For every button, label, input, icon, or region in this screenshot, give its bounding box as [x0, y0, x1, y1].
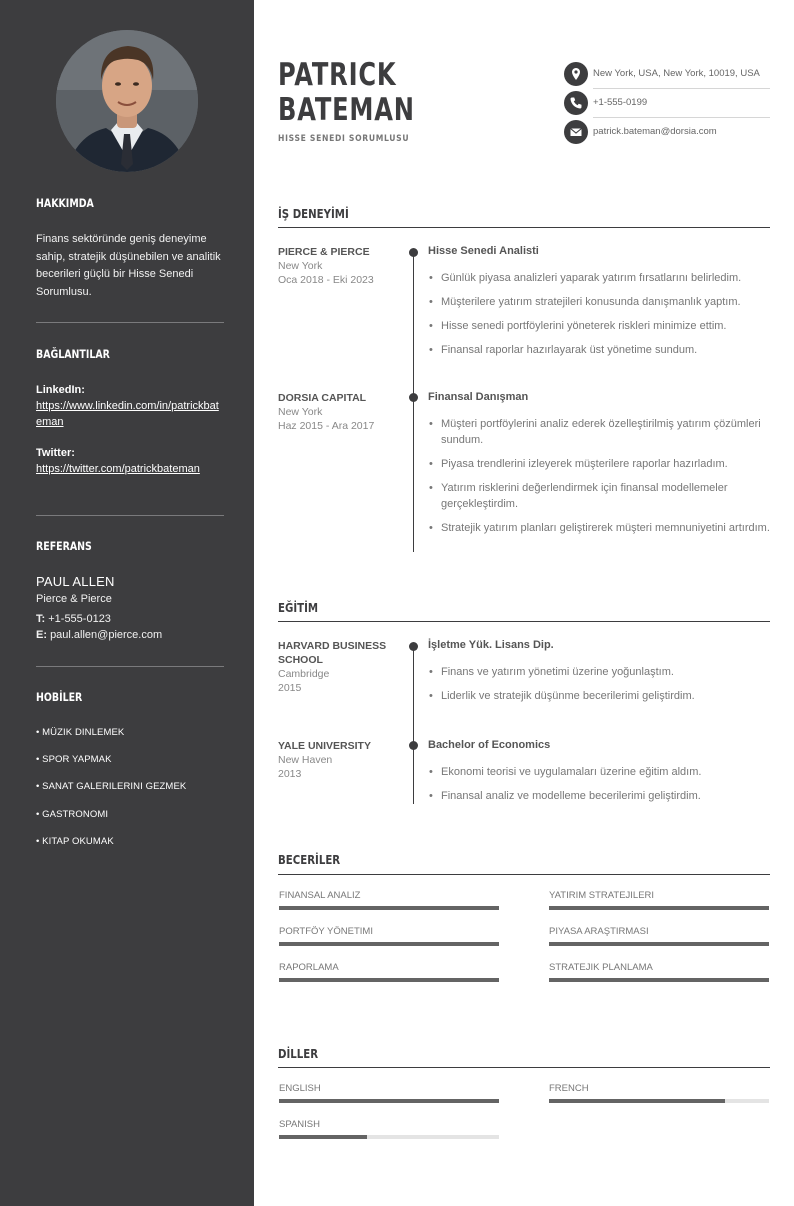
company-location: New York — [278, 406, 323, 418]
reference-email — [36, 629, 162, 641]
profile-photo — [56, 30, 198, 172]
phone-text: +1-555-0199 — [593, 97, 648, 108]
experience-org — [278, 245, 398, 287]
job-role: Hisse Senedi Analisti — [428, 245, 539, 257]
about-text: Finans sektöründe geniş deneyime sahip, stratejik düşünebilen ve analitik becerileri güçlü bir Hisse Senedi Sorumlusu. — [36, 233, 221, 298]
language-item — [279, 1083, 499, 1103]
job-title: HISSE SENEDI SORUMLUSU — [278, 134, 410, 144]
hobbies-heading: HOBİLER — [36, 690, 83, 704]
skill-label: RAPORLAMA — [279, 962, 339, 973]
skill-item — [279, 890, 499, 910]
hobby-item: • SANAT GALERILERINI GEZMEK — [36, 781, 187, 792]
hobby-item: • MÜZIK DINLEMEK — [36, 727, 125, 738]
job-dates: Haz 2015 - Ara 2017 — [278, 420, 375, 432]
skill-item — [549, 890, 769, 910]
job-bullets — [428, 416, 770, 544]
bullet-item: • Stratejik yatırım planları geliştirerek müşteri memnuniyetini artırdım. — [428, 520, 770, 536]
timeline-dot — [409, 741, 418, 750]
degree-bullets — [428, 764, 770, 812]
reference-heading: REFERANS — [36, 539, 92, 553]
degree-title: İşletme Yük. Lisans Dip. — [428, 639, 554, 651]
skill-bar-track — [549, 906, 769, 910]
skill-item — [549, 926, 769, 946]
skill-item — [279, 926, 499, 946]
skill-bar-track — [549, 978, 769, 982]
hobby-item: • SPOR YAPMAK — [36, 754, 112, 765]
languages-heading: DİLLER — [278, 1047, 319, 1061]
address-text: New York, USA, New York, 10019, USA — [593, 68, 760, 79]
skill-bar-track — [549, 942, 769, 946]
skill-label: PORTFÖY YÖNETIMI — [279, 926, 373, 937]
skill-bar-fill — [279, 906, 499, 910]
sidebar-divider — [36, 666, 224, 667]
twitter-link-block — [36, 445, 224, 477]
skill-label: PIYASA ARAŞTIRMASI — [549, 926, 649, 937]
linkedin-link-block — [36, 382, 224, 430]
school-name: YALE UNIVERSITY — [278, 740, 371, 752]
language-item — [549, 1083, 769, 1103]
job-bullets — [428, 270, 770, 366]
school-location: New Haven — [278, 754, 333, 766]
hobby-item: • GASTRONOMI — [36, 809, 109, 820]
skill-bar-track — [279, 978, 499, 982]
bullet-item: • Müşteri portföylerini analiz ederek özelleştirilmiş yatırım çözümleri sundum. — [428, 416, 770, 448]
location-pin-icon — [564, 62, 588, 86]
education-org — [278, 739, 398, 781]
timeline-dot — [409, 642, 418, 651]
skill-bar-fill — [549, 978, 769, 982]
bullet-item: • Liderlik ve stratejik düşünme becerilerimi geliştirdim. — [428, 688, 770, 704]
sidebar-divider — [36, 322, 224, 323]
skill-bar-fill — [279, 978, 499, 982]
bullet-item: • Müşterilere yatırım stratejileri konusunda danışmanlık yaptım. — [428, 294, 770, 310]
reference-company: Pierce & Pierce — [36, 593, 112, 605]
linkedin-label: LinkedIn: — [36, 384, 85, 396]
linkedin-link[interactable]: https://www.linkedin.com/in/patrickbateman — [36, 400, 219, 428]
phone-icon — [564, 91, 588, 115]
timeline-dot — [409, 393, 418, 402]
avatar — [56, 30, 198, 172]
about-heading: HAKKIMDA — [36, 196, 94, 210]
skill-label: STRATEJIK PLANLAMA — [549, 962, 653, 973]
bullet-item: • Yatırım risklerini değerlendirmek için finansal modellemeler gerçekleştirdim. — [428, 480, 770, 512]
skill-item — [549, 962, 769, 982]
language-bar-track — [279, 1099, 499, 1103]
language-bar-fill — [279, 1099, 499, 1103]
bullet-item: • Finansal raporlar hazırlayarak üst yönetime sundum. — [428, 342, 770, 358]
language-bar-fill — [549, 1099, 725, 1103]
section-rule — [278, 1067, 770, 1068]
education-org — [278, 639, 398, 695]
skills-heading: BECERİLER — [278, 853, 341, 867]
company-name: DORSIA CAPITAL — [278, 392, 367, 404]
contact-phone — [564, 89, 770, 118]
bullet-item: • Finansal analiz ve modelleme becerilerimi geliştirdim. — [428, 788, 770, 804]
job-role: Finansal Danışman — [428, 391, 529, 403]
bullet-item: • Piyasa trendlerini izleyerek müşterilere raporlar hazırladım. — [428, 456, 770, 472]
language-bar-fill — [279, 1135, 367, 1139]
language-item — [279, 1119, 499, 1139]
job-dates: Oca 2018 - Eki 2023 — [278, 274, 374, 286]
language-bar-track — [279, 1135, 499, 1139]
experience-org — [278, 391, 398, 433]
degree-bullets — [428, 664, 770, 712]
twitter-label: Twitter: — [36, 447, 75, 459]
skill-label: FINANSAL ANALIZ — [279, 890, 361, 901]
school-name: HARVARD BUSINESS SCHOOL — [278, 640, 387, 666]
bullet-item: • Hisse senedi portföylerini yöneterek riskleri minimize ettim. — [428, 318, 770, 334]
reference-phone — [36, 613, 111, 625]
language-label: FRENCH — [549, 1083, 589, 1094]
skill-bar-fill — [279, 942, 499, 946]
company-name: PIERCE & PIERCE — [278, 246, 370, 258]
name-first: PATRICK — [278, 57, 397, 93]
timeline-dot — [409, 248, 418, 257]
section-rule — [278, 621, 770, 622]
degree-title: Bachelor of Economics — [428, 739, 551, 751]
skill-bar-fill — [549, 906, 769, 910]
bullet-item: • Ekonomi teorisi ve uygulamaları üzerine eğitim aldım. — [428, 764, 770, 780]
language-label: SPANISH — [279, 1119, 321, 1130]
twitter-link[interactable]: https://twitter.com/patrickbateman — [36, 463, 200, 475]
section-rule — [278, 227, 770, 228]
school-location: Cambridge — [278, 668, 330, 680]
envelope-icon — [564, 120, 588, 144]
company-location: New York — [278, 260, 323, 272]
language-label: ENGLISH — [279, 1083, 321, 1094]
education-timeline — [413, 646, 414, 804]
person-name — [278, 58, 415, 128]
reference-email-value: paul.allen@pierce.com — [50, 629, 163, 641]
bullet-item: • Finans ve yatırım yönetimi üzerine yoğunlaştım. — [428, 664, 770, 680]
section-rule — [278, 874, 770, 875]
experience-timeline — [413, 252, 414, 552]
skill-label: YATIRIM STRATEJILERI — [549, 890, 655, 901]
reference-email-label: E: — [36, 629, 47, 641]
contact-address — [564, 60, 770, 89]
sidebar — [0, 0, 254, 1206]
school-year: 2015 — [278, 682, 302, 694]
education-heading: EĞİTİM — [278, 601, 319, 615]
school-year: 2013 — [278, 768, 302, 780]
reference-name: PAUL ALLEN — [36, 574, 115, 589]
language-bar-track — [549, 1099, 769, 1103]
hobby-item: • KITAP OKUMAK — [36, 836, 114, 847]
reference-phone-value: +1-555-0123 — [48, 613, 111, 625]
skill-bar-fill — [549, 942, 769, 946]
bullet-item: • Günlük piyasa analizleri yaparak yatırım fırsatlarını belirledim. — [428, 270, 770, 286]
skill-item — [279, 962, 499, 982]
email-text[interactable]: patrick.bateman@dorsia.com — [593, 126, 717, 137]
sidebar-divider — [36, 515, 224, 516]
contact-email — [564, 118, 770, 147]
links-heading: BAĞLANTILAR — [36, 347, 110, 361]
reference-phone-label: T: — [36, 613, 46, 625]
skill-bar-track — [279, 942, 499, 946]
skill-bar-track — [279, 906, 499, 910]
experience-heading: İŞ DENEYİMİ — [278, 207, 349, 221]
name-last: BATEMAN — [278, 92, 415, 128]
